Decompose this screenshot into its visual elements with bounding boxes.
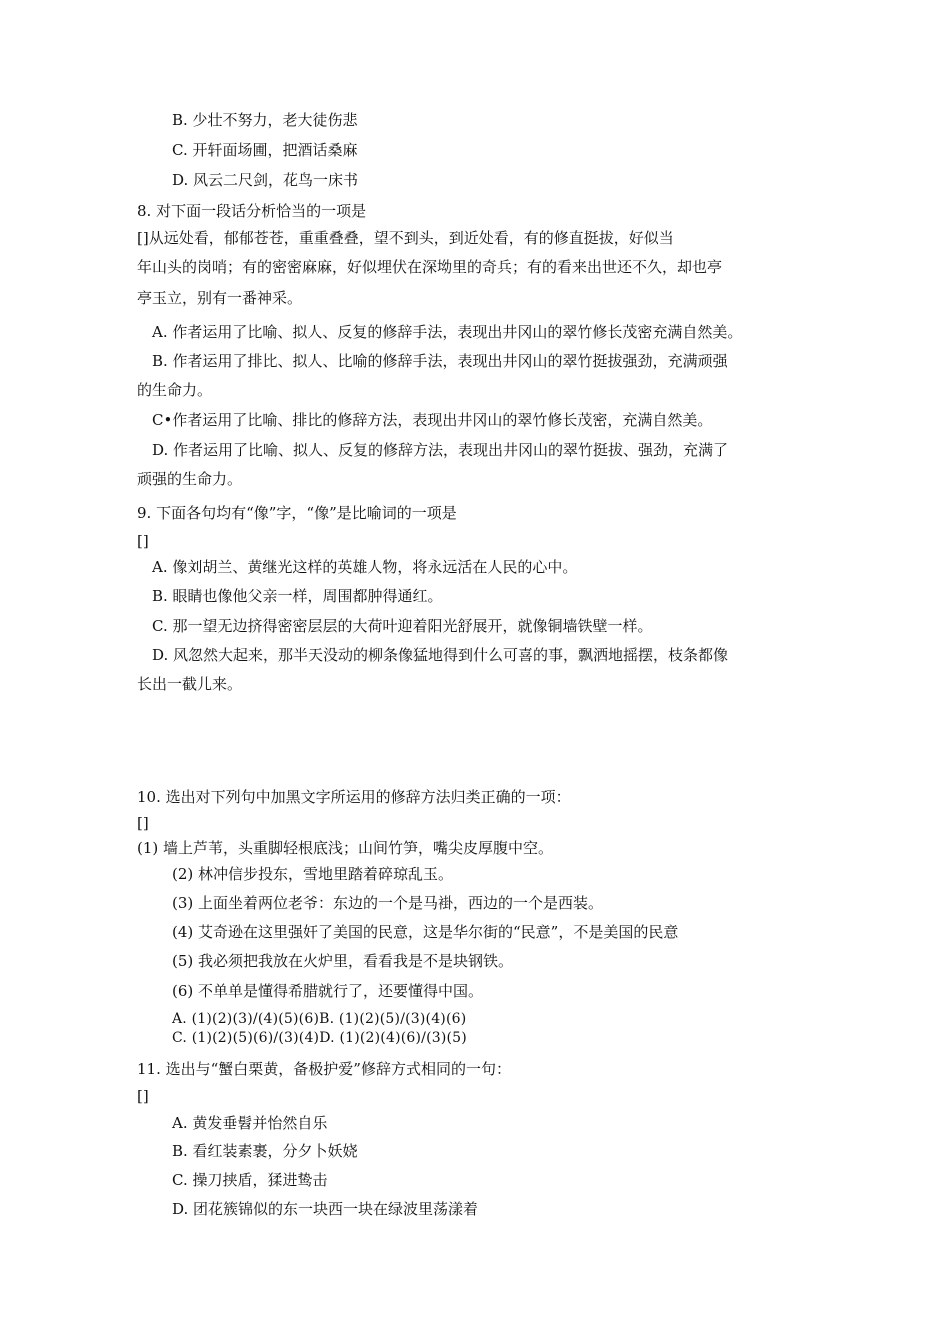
q10-answer-bracket: [] (137, 814, 149, 832)
q9-stem: 9. 下面各句均有“像”字，“像”是比喻词的一项是 (137, 504, 457, 522)
q11-option-a: A. 黄发垂髫并怡然自乐 (172, 1114, 328, 1132)
q8-option-d-cont: 顽强的生命力。 (137, 470, 243, 488)
q10-sentence-6: (6) 不单单是懂得希腊就行了，还要懂得中国。 (172, 982, 484, 1000)
q8-passage-line-1: []从远处看，郁郁苍苍，重重叠叠，望不到头，到近处看，有的修直挺拔，好似当 (137, 229, 674, 247)
q8-passage-line-3: 亭玉立，别有一番神采。 (137, 289, 303, 307)
q7-option-c: C. 开轩面场圃，把酒话桑麻 (172, 141, 358, 159)
q9-option-a: A. 像刘胡兰、黄继光这样的英雄人物，将永远活在人民的心中。 (152, 558, 578, 576)
q10-sentence-4: (4) 艾奇逊在这里强奸了美国的民意，这是华尔街的“民意”，不是美国的民意 (172, 923, 679, 941)
q10-sentence-3: (3) 上面坐着两位老爷：东边的一个是马褂，西边的一个是西装。 (172, 894, 604, 912)
q10-sentence-1: (1) 墙上芦苇，头重脚轻根底浅；山间竹笋，嘴尖皮厚腹中空。 (137, 839, 554, 857)
q8-option-b-cont: 的生命力。 (137, 381, 213, 399)
q10-options-cd: C. (1)(2)(5)(6)/(3)(4)D. (1)(2)(4)(6)/(3)(5) (172, 1030, 467, 1046)
q8-option-d: D. 作者运用了比喻、拟人、反复的修辞方法，表现出井冈山的翠竹挺拔、强劲，充满了 (152, 441, 729, 459)
q7-option-d: D. 风云二尺剑，花鸟一床书 (172, 171, 359, 189)
q10-stem: 10. 选出对下列句中加黑文字所运用的修辞方法归类正确的一项： (137, 788, 571, 806)
q8-option-c: C•作者运用了比喻、排比的修辞方法，表现出井冈山的翠竹修长茂密，充满自然美。 (152, 411, 713, 429)
q11-option-b: B. 看红装素裹，分夕卜妖娆 (172, 1142, 358, 1160)
q10-sentence-2: (2) 林冲信步投东，雪地里踏着碎琼乱玉。 (172, 865, 454, 883)
q9-answer-bracket: [] (137, 532, 149, 550)
q8-stem: 8. 对下面一段话分析恰当的一项是 (137, 202, 367, 220)
q11-option-c: C. 操刀挟盾，猱进鸷击 (172, 1171, 328, 1189)
q11-answer-bracket: [] (137, 1087, 149, 1105)
q8-option-a: A. 作者运用了比喻、拟人、反复的修辞手法，表现出井冈山的翠竹修长茂密充满自然美。 (152, 323, 743, 341)
q11-option-d: D. 团花簇锦似的东一块西一块在绿波里荡漾着 (172, 1200, 479, 1218)
q9-option-d-cont: 长出一截儿来。 (137, 675, 243, 693)
q8-passage-line-2: 年山头的岗哨；有的密密麻麻，好似埋伏在深坳里的奇兵；有的看来出世还不久，却也亭 (137, 258, 723, 276)
q7-option-b: B. 少壮不努力，老大徒伤悲 (172, 111, 358, 129)
q10-options-ab: A. (1)(2)(3)/(4)(5)(6)B. (1)(2)(5)/(3)(4)(6) (172, 1011, 467, 1027)
q10-sentence-5: (5) 我必须把我放在火炉里，看看我是不是块钢铁。 (172, 952, 514, 970)
q11-stem: 11. 选出与“蟹白栗黄，备极护爱”修辞方式相同的一句： (137, 1060, 511, 1078)
q8-option-b: B. 作者运用了排比、拟人、比喻的修辞手法，表现出井冈山的翠竹挺拔强劲，充满顽强 (152, 352, 728, 370)
q9-option-b: B. 眼睛也像他父亲一样，周围都肿得通红。 (152, 587, 443, 605)
q9-option-d: D. 风忽然大起来，那半天没动的柳条像猛地得到什么可喜的事，飘洒地摇摆，枝条都像 (152, 646, 729, 664)
q9-option-c: C. 那一望无边挤得密密层层的大荷叶迎着阳光舒展开，就像铜墙铁壁一样。 (152, 617, 653, 635)
